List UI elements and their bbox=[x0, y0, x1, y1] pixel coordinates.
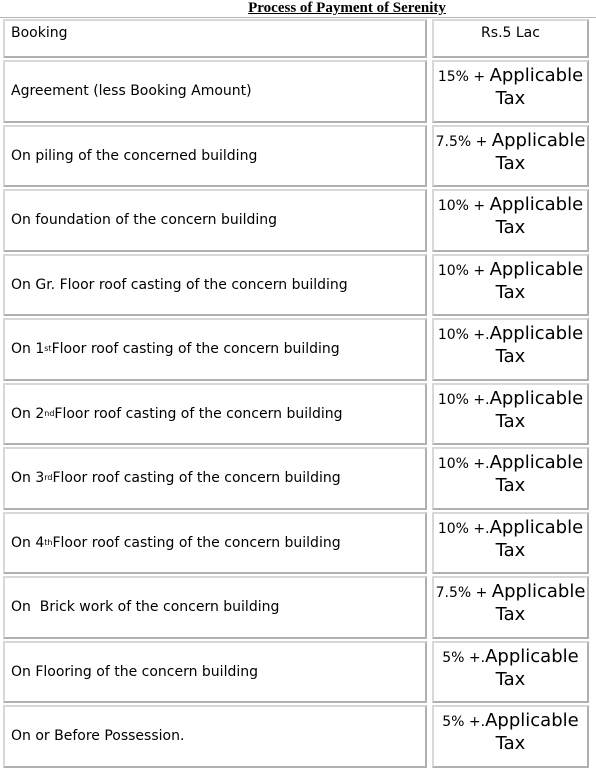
stage-cell: Agreement (less Booking Amount) bbox=[3, 60, 427, 123]
stage-text: On 1 bbox=[11, 341, 45, 358]
stage-text: Floor roof casting of the concern building bbox=[54, 405, 343, 422]
tax-text: Applicable bbox=[489, 194, 584, 215]
stage-cell: On piling of the concerned building bbox=[3, 125, 427, 188]
stage-text: On 4 bbox=[11, 534, 45, 551]
tax-text: Tax bbox=[495, 346, 526, 367]
table-row bbox=[0, 575, 596, 640]
tax-text: Applicable bbox=[489, 387, 584, 409]
percent-text: 7.5% + bbox=[435, 585, 492, 601]
tax-text: Tax bbox=[495, 281, 526, 303]
stage-cell: On 3 rd Floor roof casting of the concern building bbox=[3, 447, 427, 510]
payment-table bbox=[0, 17, 596, 769]
tax-text: Applicable bbox=[489, 258, 584, 280]
table-row bbox=[0, 446, 596, 511]
table-row bbox=[0, 59, 596, 124]
tax-text: Applicable bbox=[489, 323, 584, 344]
amount-cell bbox=[432, 60, 589, 123]
table-row bbox=[0, 640, 596, 705]
amount-cell bbox=[432, 383, 589, 446]
stage-cell: On 2 nd Floor roof casting of the concern building bbox=[3, 383, 427, 446]
tax-text: Tax bbox=[495, 88, 526, 109]
percent-text: 10% +. bbox=[437, 391, 490, 408]
tax-text: Applicable bbox=[489, 452, 584, 473]
tax-text: Tax bbox=[495, 410, 526, 432]
percent-text: 10% + bbox=[437, 262, 490, 279]
tax-text: Tax bbox=[495, 475, 526, 496]
amount-cell bbox=[432, 576, 589, 639]
amount-cell bbox=[432, 254, 589, 317]
stage-text: On 3 bbox=[11, 470, 45, 487]
table-row bbox=[0, 18, 596, 59]
percent-text: 10% +. bbox=[437, 327, 490, 343]
stage-cell: On Flooring of the concern building bbox=[3, 641, 427, 704]
amount-cell bbox=[432, 705, 589, 768]
percent-text: 5% +. bbox=[442, 649, 486, 666]
stage-text: On 2 bbox=[11, 405, 45, 422]
tax-text: Tax bbox=[495, 733, 526, 754]
stage-cell: Booking bbox=[3, 19, 427, 58]
stage-cell: On or Before Possession. bbox=[3, 705, 427, 768]
amount-cell bbox=[432, 512, 589, 575]
table-row bbox=[0, 253, 596, 318]
tax-text: Applicable bbox=[491, 581, 586, 602]
tax-text: Tax bbox=[495, 539, 526, 561]
amount-cell bbox=[432, 447, 589, 510]
page-title: Process of Payment of Serenity bbox=[248, 0, 446, 16]
tax-text: Tax bbox=[495, 668, 526, 690]
percent-text: 5% +. bbox=[442, 714, 486, 730]
tax-text: Applicable bbox=[491, 129, 586, 151]
tax-text: Tax bbox=[495, 152, 526, 174]
percent-text: 10% +. bbox=[437, 456, 490, 472]
percent-text: 15% + bbox=[437, 69, 490, 85]
tax-text: Applicable bbox=[489, 65, 584, 86]
stage-cell: On Gr. Floor roof casting of the concern building bbox=[3, 254, 427, 317]
tax-text: Applicable bbox=[485, 710, 579, 731]
stage-text: Floor roof casting of the concern building bbox=[51, 341, 340, 358]
table-row bbox=[0, 188, 596, 253]
table-row bbox=[0, 317, 596, 382]
table-row bbox=[0, 704, 596, 769]
amount-cell bbox=[432, 318, 589, 381]
tax-text: Applicable bbox=[485, 645, 579, 667]
tax-text: Tax bbox=[495, 604, 526, 625]
table-row bbox=[0, 124, 596, 189]
stage-cell: On Brick work of the concern building bbox=[3, 576, 427, 639]
stage-cell: On 1 st Floor roof casting of the concern building bbox=[3, 318, 427, 381]
amount-cell bbox=[432, 189, 589, 252]
stage-text: Floor roof casting of the concern building bbox=[52, 534, 341, 551]
percent-text: 10% + bbox=[437, 198, 490, 214]
percent-text: 10% +. bbox=[437, 520, 490, 537]
amount-cell bbox=[432, 125, 589, 188]
tax-text: Tax bbox=[495, 217, 526, 238]
stage-cell: On foundation of the concern building bbox=[3, 189, 427, 252]
amount-cell: Rs.5 Lac bbox=[432, 19, 589, 58]
percent-text: 7.5% + bbox=[435, 133, 492, 150]
amount-cell bbox=[432, 641, 589, 704]
stage-text: Floor roof casting of the concern building bbox=[52, 470, 341, 487]
stage-cell: On 4 th Floor roof casting of the concern building bbox=[3, 512, 427, 575]
table-row bbox=[0, 382, 596, 447]
table-row bbox=[0, 511, 596, 576]
tax-text: Applicable bbox=[489, 516, 584, 538]
